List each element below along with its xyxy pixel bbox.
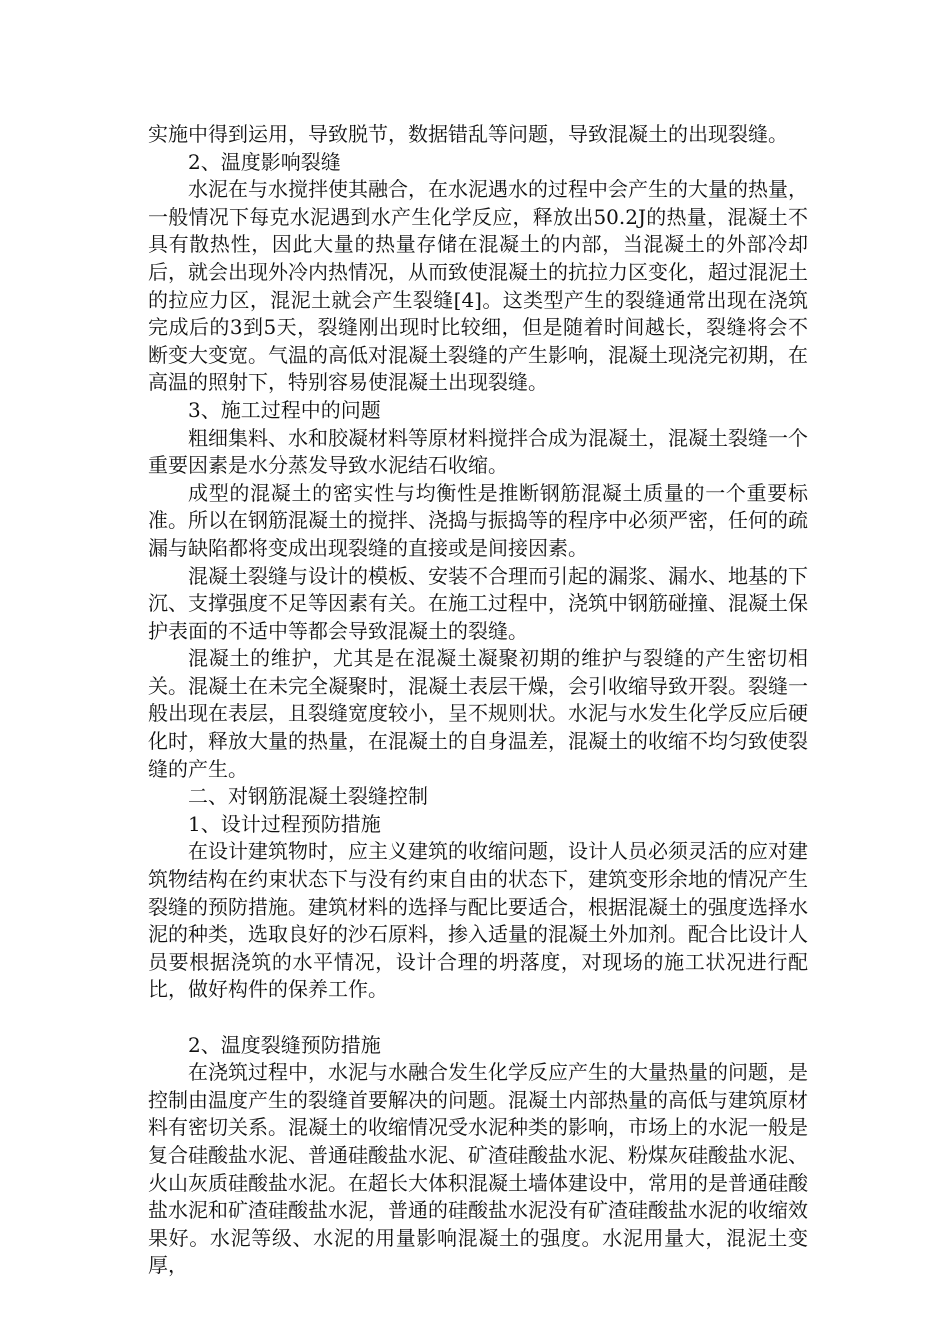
document-body — [148, 121, 808, 1280]
paragraph-spacer — [148, 1004, 808, 1032]
paragraph-temperature-cracks: 水泥在与水搅拌使其融合，在水泥遇水的过程中会产生的大量的热量，一般情况下每克水泥遇到水产生化学反应，释放出50.2J的热量，混凝土不具有散热性，因此大量的热量存储在混凝土的内部，当混凝土的外部冷却后，就会出现外冷内热情况，从而致使混凝土的抗拉力区变化，超过混泥土的拉应力区，混泥土就会产生裂缝[4]。这类型产生的裂缝通常出现在浇筑完成后的3到5天，裂缝刚出现时比较细，但是随着时间越长，裂缝将会不断变大变宽。气温的高低对混凝土裂缝的产生影响，混凝土现浇完初期，在高温的照射下，特别容易使混凝土出现裂缝。 — [148, 177, 808, 395]
heading-crack-control: 二、对钢筋混凝土裂缝控制 — [188, 784, 428, 809]
paragraph-materials: 粗细集料、水和胶凝材料等原材料搅拌合成为混凝土，混凝土裂缝一个重要因素是水分蒸发导致水泥结石收缩。 — [148, 425, 808, 478]
paragraph-curing: 混凝土的维护，尤其是在混凝土凝聚初期的维护与裂缝的产生密切相关。混凝土在未完全凝聚时，混凝土表层干燥，会引收缩导致开裂。裂缝一般出现在表层，且裂缝宽度较小，呈不规则状。水泥与水发生化学反应后硬化时，释放大量的热量，在混凝土的自身温差，混凝土的收缩不均匀致使裂缝的产生。 — [148, 646, 808, 781]
heading-temperature-cracks: 2、温度影响裂缝 — [188, 149, 341, 174]
paragraph-design-measures: 在设计建筑物时，应主义建筑的收缩问题，设计人员必须灵活的应对建筑物结构在约束状态下与没有约束自由的状态下，建筑变形余地的情况产生裂缝的预防措施。建筑材料的选择与配比要适合，根据混凝土的强度选择水泥的种类，选取良好的沙石原料，掺入适量的混凝土外加剂。配合比设计人员要根据浇筑的水平情况，设计合理的坍落度，对现场的施工状况进行配比，做好构件的保养工作。 — [148, 839, 808, 1002]
paragraph-formwork: 混凝土裂缝与设计的模板、安装不合理而引起的漏浆、漏水、地基的下沉、支撑强度不足等因素有关。在施工过程中，浇筑中钢筋碰撞、混凝土保护表面的不适中等都会导致混凝土的裂缝。 — [148, 563, 808, 643]
paragraph-compactness: 成型的混凝土的密实性与均衡性是推断钢筋混凝土质量的一个重要标准。所以在钢筋混凝土的搅拌、浇捣与振捣等的程序中必须严密，任何的疏漏与缺陷都将变成出现裂缝的直接或是间接因素。 — [148, 480, 808, 560]
paragraph-temperature-measures: 在浇筑过程中，水泥与水融合发生化学反应产生的大量热量的问题，是控制由温度产生的裂缝首要解决的问题。混凝土内部热量的高低与建筑原材料有密切关系。混凝土的收缩情况受水泥种类的影响，市场上的水泥一般是复合硅酸盐水泥、普通硅酸盐水泥、矿渣硅酸盐水泥、粉煤灰硅酸盐水泥、火山灰质硅酸盐水泥。在超长大体积混凝土墙体建设中，常用的是普通硅酸盐水泥和矿渣硅酸盐水泥，普通的硅酸盐水泥没有矿渣硅酸盐水泥的收缩效果好。水泥等级、水泥的用量影响混凝土的强度。水泥用量大，混泥土变厚， — [148, 1060, 808, 1278]
heading-construction-problems: 3、施工过程中的问题 — [188, 397, 381, 422]
heading-temperature-measures: 2、温度裂缝预防措施 — [188, 1032, 381, 1057]
heading-design-measures: 1、设计过程预防措施 — [188, 811, 381, 836]
paragraph-continuation: 实施中得到运用，导致脱节，数据错乱等问题，导致混凝土的出现裂缝。 — [148, 122, 788, 146]
